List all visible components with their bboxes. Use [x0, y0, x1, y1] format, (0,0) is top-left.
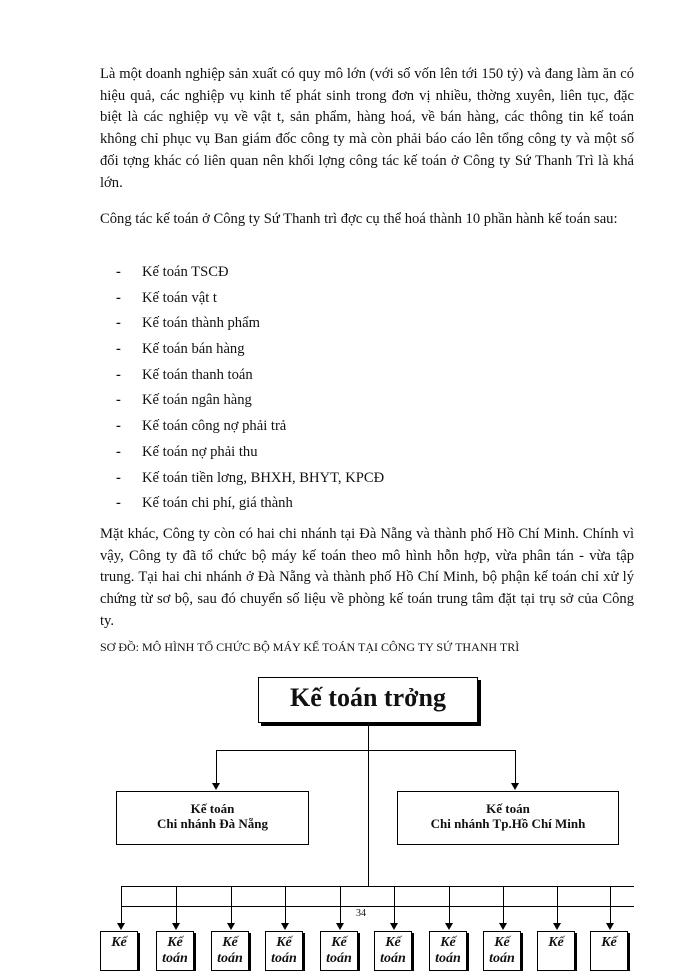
sub-drop-line	[231, 886, 232, 924]
sub-accountant-box: Kế toán	[320, 931, 358, 971]
branch-danang-box: Kế toán Chi nhánh Đà Nẵng	[116, 791, 309, 845]
arrow-down-icon	[172, 923, 180, 930]
sub-drop-line	[610, 886, 611, 924]
dash-icon: -	[116, 264, 121, 280]
sub-accountant-box: Kế	[537, 931, 575, 971]
chief-accountant-box: Kế toán trởng	[258, 677, 478, 723]
branch-left-drop	[216, 750, 217, 784]
arrow-down-icon	[212, 783, 220, 790]
dash-icon: -	[116, 289, 121, 306]
sub-drop-line	[503, 886, 504, 924]
sub-accountant-box: Kế toán	[483, 931, 521, 971]
sub-accountant-box: Kế toán	[429, 931, 467, 971]
arrow-down-icon	[553, 923, 561, 930]
sub-drop-line	[176, 886, 177, 924]
sub-accountant-box: Kế toán	[156, 931, 194, 971]
sub-accountant-box: Kế toán	[265, 931, 303, 971]
arrow-down-icon	[606, 923, 614, 930]
list-item: - Kế toán TSCĐ	[116, 260, 384, 286]
list-item: - Kế toán thành phẩm	[116, 311, 384, 337]
dash-icon: -	[116, 341, 121, 358]
branches-paragraph: Mặt khác, Công ty còn có hai chi nhánh tại Đà Nẵng và thành phố Hồ Chí Minh. Chính vì vậy, Công ty đã tổ chức bộ máy kế toán theo mô hình hỗn hợp, vừa phân tán - vừa tập trung. Tại hai chi nhánh ở Đà Nẵng và thành phố Hồ Chí Minh, bộ phận kế toán chỉ xử lý chứng từ sơ bộ, sau đó chuyển số liệu về phòng kế toán trung tâm đặt tại trụ sở của Công ty.	[100, 526, 634, 629]
dash-icon: -	[116, 469, 121, 486]
arrow-down-icon	[390, 923, 398, 930]
list-item: - Kế toán nợ phải thu	[116, 440, 384, 466]
list-item: - Kế toán thanh toán	[116, 363, 384, 389]
branch-hcm-box: Kế toán Chi nhánh Tp.Hồ Chí Minh	[397, 791, 619, 845]
sub-drop-line	[340, 886, 341, 924]
dash-icon: -	[116, 418, 121, 435]
sub-drop-line	[557, 886, 558, 924]
sub-drop-line	[285, 886, 286, 924]
division-paragraph: Công tác kế toán ở Công ty Sứ Thanh trì đợc cụ thể hoá thành 10 phần hành kế toán sau:	[100, 211, 618, 227]
list-item: - Kế toán ngân hàng	[116, 388, 384, 414]
branch-right-drop	[515, 750, 516, 784]
sub-drop-line	[121, 886, 122, 924]
arrow-down-icon	[445, 923, 453, 930]
arrow-down-icon	[227, 923, 235, 930]
list-item: - Kế toán vật t	[116, 286, 384, 312]
branch-connector	[216, 750, 516, 751]
list-item: - Kế toán chi phí, giá thành	[116, 491, 384, 517]
arrow-down-icon	[281, 923, 289, 930]
arrow-down-icon	[336, 923, 344, 930]
sub-accountant-box: Kế	[590, 931, 628, 971]
list-item: - Kế toán công nợ phải trả	[116, 414, 384, 440]
accounting-parts-list	[116, 260, 384, 517]
trunk-line	[368, 723, 369, 886]
arrow-down-icon	[499, 923, 507, 930]
dash-icon: -	[116, 443, 121, 460]
sub-drop-line	[394, 886, 395, 924]
sub-accountant-box: Kế toán	[211, 931, 249, 971]
dash-icon: -	[116, 495, 121, 512]
diagram-title: SƠ ĐỒ: MÔ HÌNH TỔ CHỨC BỘ MÁY KẾ TOÁN TẠI CÔNG TY SỨ THANH TRÌ	[100, 640, 520, 654]
arrow-down-icon	[117, 923, 125, 930]
dash-icon: -	[116, 315, 121, 332]
list-item: - Kế toán bán hàng	[116, 337, 384, 363]
intro-paragraph: Là một doanh nghiệp sản xuất có quy mô lớn (với số vốn lên tới 150 tỷ) và đang làm ăn có hiệu quả, các nghiệp vụ kinh tế phát sinh trong đơn vị nhiều, thờng xuyên, liên tục, đặc biệt là các nghiệp vụ về vật t, sản phẩm, hàng hoá, về bán hàng, các thông tin kế toán không chỉ phục vụ Ban giám đốc công ty mà còn phải báo cáo lên tổng công ty và một số đối tợng khác có liên quan nên khối lợng công tác kế toán ở Công ty Sứ Thanh Trì là khá lớn.	[100, 66, 634, 191]
dash-icon: -	[116, 366, 121, 383]
list-item: - Kế toán tiền lơng, BHXH, BHYT, KPCĐ	[116, 466, 384, 492]
arrow-down-icon	[511, 783, 519, 790]
sub-drop-line	[449, 886, 450, 924]
dash-icon: -	[116, 392, 121, 409]
sub-accountant-box: Kế toán	[374, 931, 412, 971]
page-number: 34	[356, 908, 366, 919]
sub-accountant-box: Kế	[100, 931, 138, 971]
